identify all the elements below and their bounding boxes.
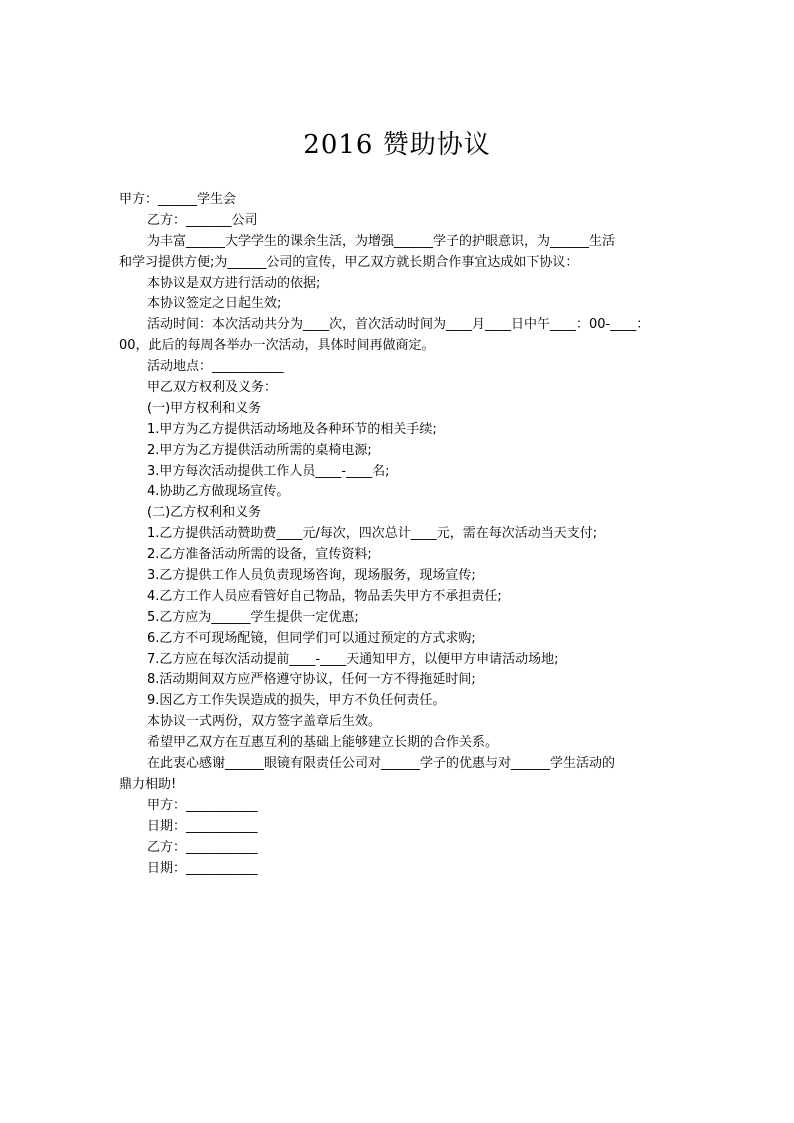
party-b-item-7: 7.乙方应在每次活动提前____-____天通知甲方，以便甲方申请活动场地; — [147, 651, 559, 667]
party-a-item-4: 4.协助乙方做现场宣传。 — [147, 484, 290, 500]
thanks-line-1: 在此衷心感谢______眼镜有限责任公司对______学子的优惠与对______学生活动的 — [147, 756, 616, 772]
party-b-item-5: 5.乙方应为______学生提供一定优惠; — [147, 609, 359, 625]
party-a-item-2: 2.甲方为乙方提供活动所需的桌椅电源; — [147, 442, 372, 458]
thanks-line-2: 鼎力相助! — [119, 776, 177, 792]
copies-clause: 本协议一式两份，双方签字盖章后生效。 — [147, 714, 382, 730]
basis-clause: 本协议是双方进行活动的依据; — [147, 275, 321, 291]
party-b-signature: 乙方：___________ — [147, 839, 258, 855]
party-b-item-3: 3.乙方提供工作人员负责现场咨询，现场服务，现场宣传; — [147, 568, 476, 584]
document-title: 2016 赞助协议 — [303, 130, 491, 160]
party-b-section-heading: (二)乙方权利和义务 — [147, 505, 262, 521]
party-b-item-9: 9.因乙方工作失误造成的损失，甲方不负任何责任。 — [147, 693, 446, 709]
party-a-date: 日期：___________ — [147, 818, 258, 834]
party-a-item-3: 3.甲方每次活动提供工作人员____-____名; — [147, 463, 390, 479]
effective-clause: 本协议签定之日起生效; — [147, 296, 282, 312]
cooperation-wish: 希望甲乙双方在互惠互利的基础上能够建立长期的合作关系。 — [147, 735, 499, 751]
party-b-item-6: 6.乙方不可现场配镜，但同学们可以通过预定的方式求购; — [147, 630, 476, 646]
activity-location-line: 活动地点：___________ — [147, 359, 284, 375]
agreement-body — [119, 190, 679, 879]
rights-heading: 甲乙双方权利及义务： — [147, 380, 278, 396]
purpose-line-2: 和学习提供方便;为______公司的宣传，甲乙双方就长期合作事宜达成如下协议： — [119, 254, 579, 270]
purpose-line-1: 为丰富______大学学生的课余生活，为增强______学子的护眼意识，为______生活 — [147, 233, 616, 249]
party-a-section-heading: (一)甲方权利和义务 — [147, 400, 262, 416]
activity-time-line-2: 00，此后的每周各举办一次活动，具体时间再做商定。 — [119, 338, 435, 354]
party-a-item-1: 1.甲方为乙方提供活动场地及各种环节的相关手续; — [147, 421, 437, 437]
party-a-signature: 甲方：___________ — [147, 797, 258, 813]
party-b-item-2: 2.乙方准备活动所需的设备，宣传资料; — [147, 547, 372, 563]
party-b-line: 乙方：_______公司 — [147, 212, 258, 228]
party-b-item-8: 8.活动期间双方应严格遵守协议，任何一方不得拖延时间; — [147, 672, 476, 688]
activity-time-line-1: 活动时间：本次活动共分为____次，首次活动时间为____月____日中午____：00-____： — [147, 317, 650, 333]
party-a-line: 甲方：______学生会 — [119, 192, 237, 207]
party-b-item-4: 4.乙方工作人员应看管好自己物品，物品丢失甲方不承担责任; — [147, 588, 502, 604]
party-b-date: 日期：___________ — [147, 860, 258, 876]
party-b-item-1: 1.乙方提供活动赞助费____元/每次，四次总计____元，需在每次活动当天支付; — [147, 526, 598, 542]
